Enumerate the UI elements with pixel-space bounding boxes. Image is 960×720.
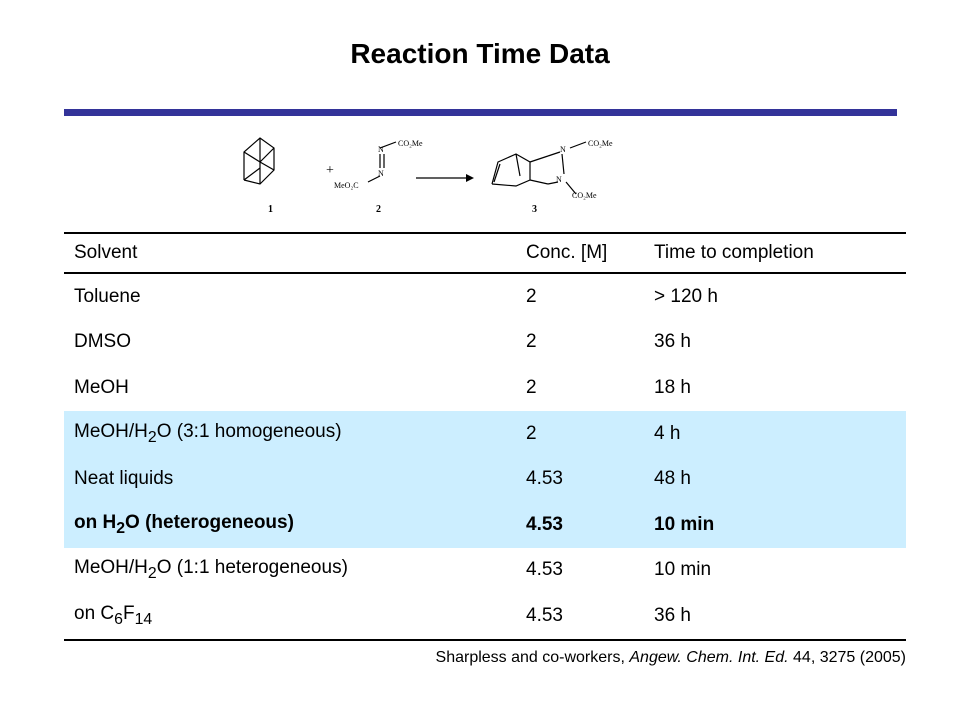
solvent-cell bbox=[64, 593, 516, 640]
solvent-text: O (3:1 homogeneous) bbox=[156, 420, 342, 442]
citation-authors: Sharpless and co-workers, bbox=[435, 649, 630, 666]
azo-nitrogen-top: N bbox=[378, 145, 384, 154]
compound-label-1: 1 bbox=[268, 204, 273, 215]
table-row bbox=[64, 365, 906, 411]
table-row bbox=[64, 548, 906, 594]
time-cell: 18 h bbox=[654, 376, 691, 398]
table-row-highlighted-bold bbox=[64, 502, 906, 548]
solvent-text: on C bbox=[74, 603, 115, 625]
subscript: 14 bbox=[134, 610, 153, 628]
subscript: 2 bbox=[147, 428, 157, 446]
product-nitrogen-bottom: N bbox=[556, 175, 562, 184]
azo-nitrogen-bottom: N bbox=[378, 169, 384, 178]
azo-ester-top: CO₂Me bbox=[398, 139, 423, 148]
time-cell: 48 h bbox=[644, 456, 906, 502]
table-header-row bbox=[64, 233, 906, 273]
header-solvent: Solvent bbox=[74, 242, 138, 263]
time-cell: 10 min bbox=[644, 502, 906, 548]
compound-label-2: 2 bbox=[376, 204, 381, 215]
citation-details: 44, 3275 (2005) bbox=[788, 649, 906, 666]
title-rule bbox=[64, 109, 897, 116]
solvent-text: MeOH/H bbox=[74, 557, 148, 579]
conc-cell: 4.53 bbox=[526, 604, 563, 626]
conc-cell: 2 bbox=[526, 376, 537, 398]
subscript: 2 bbox=[116, 519, 126, 537]
conc-cell: 2 bbox=[526, 285, 537, 307]
compound-label-3: 3 bbox=[532, 204, 537, 215]
solvent-text: on H bbox=[74, 511, 117, 533]
time-cell: 36 h bbox=[654, 604, 691, 626]
subscript: 6 bbox=[114, 610, 123, 628]
product-nitrogen-top: N bbox=[560, 145, 566, 154]
reaction-time-table bbox=[64, 232, 906, 641]
table-row bbox=[64, 320, 906, 366]
solvent-cell: DMSO bbox=[74, 331, 131, 353]
product-structure bbox=[492, 142, 586, 194]
conc-cell: 2 bbox=[516, 411, 644, 457]
solvent-cell: MeOH bbox=[74, 376, 129, 398]
table-row-highlighted bbox=[64, 411, 906, 457]
solvent-text: F bbox=[122, 603, 135, 625]
time-cell: > 120 h bbox=[654, 285, 718, 307]
time-cell: 10 min bbox=[654, 559, 712, 581]
conc-cell: 2 bbox=[526, 331, 537, 353]
slide-title: Reaction Time Data bbox=[350, 38, 610, 69]
time-cell: 36 h bbox=[654, 331, 691, 353]
header-concentration: Conc. [M] bbox=[526, 242, 608, 263]
conc-cell: 4.53 bbox=[516, 502, 644, 548]
citation bbox=[0, 649, 906, 667]
time-cell: 4 h bbox=[644, 411, 906, 457]
solvent-cell: Toluene bbox=[74, 285, 141, 307]
solvent-cell bbox=[64, 548, 516, 594]
reaction-scheme bbox=[230, 124, 670, 224]
table-row-highlighted bbox=[64, 456, 906, 502]
header-time: Time to completion bbox=[654, 242, 814, 263]
citation-journal: Angew. Chem. Int. Ed. bbox=[629, 649, 789, 666]
solvent-text: O (heterogeneous) bbox=[125, 511, 294, 533]
product-ester-top: CO₂Me bbox=[588, 139, 613, 148]
quadricyclane-structure bbox=[244, 138, 274, 184]
solvent-cell bbox=[64, 411, 516, 457]
subscript: 2 bbox=[147, 565, 157, 583]
plus-sign: + bbox=[326, 163, 334, 178]
conc-cell: 4.53 bbox=[516, 456, 644, 502]
azo-ester-bottom: MeO₂C bbox=[334, 181, 359, 190]
product-ester-bottom: CO₂Me bbox=[572, 191, 597, 200]
solvent-text: O (1:1 heterogeneous) bbox=[156, 557, 348, 579]
solvent-text: MeOH/H bbox=[74, 420, 148, 442]
conc-cell: 4.53 bbox=[526, 559, 563, 581]
table-row bbox=[64, 273, 906, 320]
solvent-cell bbox=[64, 502, 516, 548]
table-row bbox=[64, 593, 906, 640]
reaction-arrow bbox=[416, 174, 474, 182]
solvent-cell: Neat liquids bbox=[64, 456, 516, 502]
